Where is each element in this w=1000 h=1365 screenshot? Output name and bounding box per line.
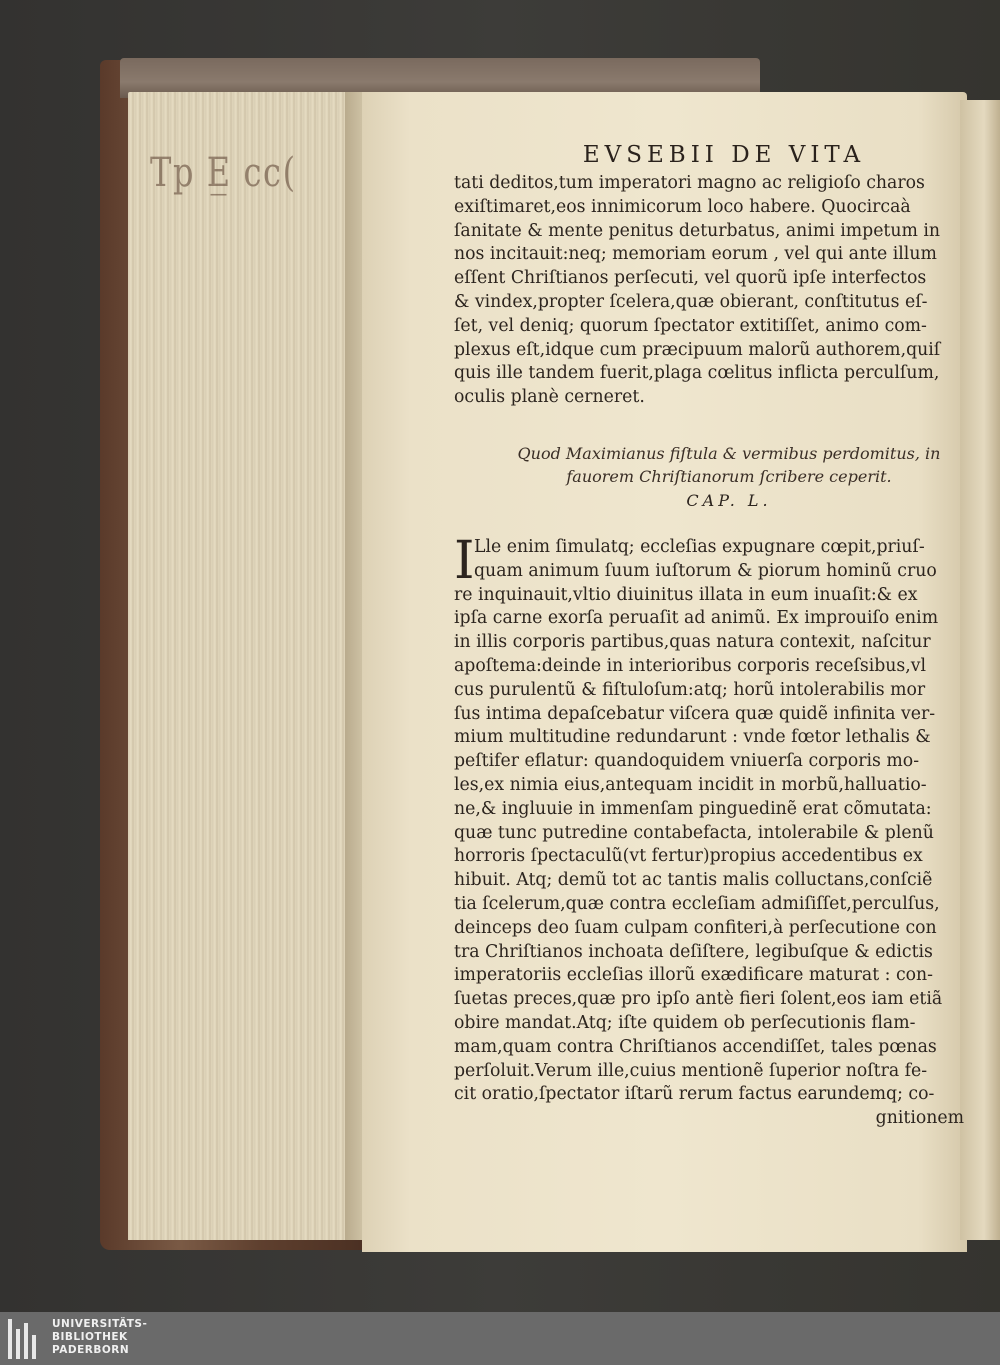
upper-paragraph-line: quis ille tandem fuerit,plaga cœlitus inflicta perculſum,	[454, 363, 940, 384]
chapter-body-line: quam animum ſuum iuſtorum & piorum hominũ cruo	[474, 560, 937, 581]
chapter-body-line: mium multitudine redundarunt : vnde fœtor lethalis &	[454, 727, 931, 748]
chapter-body-line: hibuit. Atq; demũ tot ac tantis malis colluctans,conſciẽ	[454, 870, 933, 891]
chapter-body-line: les,ex nimia eius,antequam incidit in morbũ,halluatio-	[454, 774, 927, 795]
chapter-body-line: ſuetas preces,quæ pro ipſo antè fieri ſolent,eos iam etiã	[454, 989, 943, 1010]
chapter-heading	[494, 442, 964, 488]
chapter-heading-line-2: fauorem Chriſtianorum ſcribere ceperit.	[566, 466, 892, 486]
chapter-body-line: Lle enim ſimulatq; eccleſias expugnare cœpit,priuſ-	[474, 536, 925, 557]
upper-paragraph-line: ſet, vel deniq; quorum ſpectator extitiſſet, animo com-	[454, 315, 927, 336]
upper-paragraph	[454, 172, 964, 410]
chapter-number: CAP. L.	[686, 490, 772, 510]
library-name-line-3: PADERBORN	[52, 1344, 130, 1356]
upper-paragraph-line: tati deditos,tum imperatori magno ac religioſo charos	[454, 173, 925, 193]
chapter-body-line: in illis corporis partibus,quas natura contexit, naſcitur	[454, 632, 931, 653]
library-logo-icon	[6, 1319, 46, 1359]
running-head: EVSEBII DE VITA	[582, 142, 866, 168]
library-footer	[0, 1312, 1000, 1365]
upper-paragraph-line: ſanitate & mente penitus deturbatus, animi impetum in	[454, 220, 941, 241]
chapter-body-line: cit oratio,ſpectator iſtarũ rerum factus earundemq; co-	[454, 1084, 935, 1105]
chapter-body-line: re inquinauit,vltio diuinitus illata in eum inuaſit:& ex	[454, 584, 918, 605]
upper-paragraph-line: exiſtimaret,eos innimicorum loco habere. Quocircaà	[454, 196, 911, 217]
left-page-edges	[128, 92, 350, 1240]
upper-paragraph-line: oculis planè cerneret.	[454, 387, 645, 408]
chapter-body-line: tia ſcelerum,quæ contra eccleſiam admiſiſſet,perculſus,	[454, 893, 940, 914]
upper-paragraph-line: nos incitauit:neq; memoriam eorum , vel qui ante illum	[454, 244, 937, 265]
chapter-body-lines	[454, 530, 964, 1107]
chapter-body-line: apoſtema:deinde in interioribus corporis receſsibus,vl	[454, 655, 927, 676]
chapter-body-line: quæ tunc putredine contabefacta, intolerabile & plenũ	[454, 822, 934, 843]
chapter-body-line: perſoluit.Verum ille,cuius mentionẽ ſuperior noſtra fe-	[454, 1060, 928, 1081]
chapter-body-line: mam,quam contra Chriſtianos accendiſſet, tales pœnas	[454, 1036, 937, 1057]
library-name	[52, 1318, 147, 1357]
chapter-body	[454, 530, 964, 1131]
upper-paragraph-line: eſſent Chriſtianos perſecuti, vel quorũ ipſe interfectos	[454, 268, 927, 289]
chapter-heading-line-1: Quod Maximianus fiſtula & vermibus perdomitus, in	[517, 443, 941, 463]
catchword: gnitionem	[875, 1108, 964, 1129]
library-name-line-2: BIBLIOTHEK	[52, 1331, 128, 1343]
upper-paragraph-line: & vindex,propter ſcelera,quæ obierant, conſtitutus eſ-	[454, 291, 928, 312]
library-name-line-1: UNIVERSITÄTS-	[52, 1318, 148, 1330]
edge-ink-marks: Tp͏ E̲ cc(	[150, 150, 297, 196]
chapter-body-line: cus purulentũ & fiſtuloſum:atq; horũ intolerabilis mor	[454, 679, 926, 700]
chapter-body-line: ne,& ingluuie in immenſam pinguedinẽ erat cõmutata:	[454, 798, 932, 819]
chapter-body-line: ipſa carne exorſa peruaſit ad animũ. Ex improuiſo enim	[454, 608, 939, 629]
chapter-body-line: peſtifer eflatur: quandoquidem vniuerſa corporis mo-	[454, 751, 920, 772]
chapter-body-line: horroris ſpectaculũ(vt fertur)propius accedentibus ex	[454, 846, 923, 867]
page-text	[454, 140, 964, 1131]
chapter-body-line: imperatoriis eccleſias illorũ exædificare maturat : con-	[454, 965, 934, 986]
chapter-body-line: tra Chriſtianos inchoata deſiſtere, legibuſque & edictis	[454, 941, 933, 962]
chapter-body-line: ſus intima depaſcebatur viſcera quæ quidẽ infinita ver-	[454, 703, 936, 724]
chapter-body-line: obire mandat.Atq; iſte quidem ob perſecutionis flam-	[454, 1012, 916, 1033]
upper-paragraph-line: plexus eſt,idque cum præcipuum malorũ authorem,quiſ	[454, 339, 941, 360]
drop-capital: I	[454, 530, 475, 591]
chapter-body-line: deinceps deo ſuam culpam confiteri,à perſecutione con	[454, 917, 937, 938]
next-page-edge	[960, 100, 1000, 1240]
